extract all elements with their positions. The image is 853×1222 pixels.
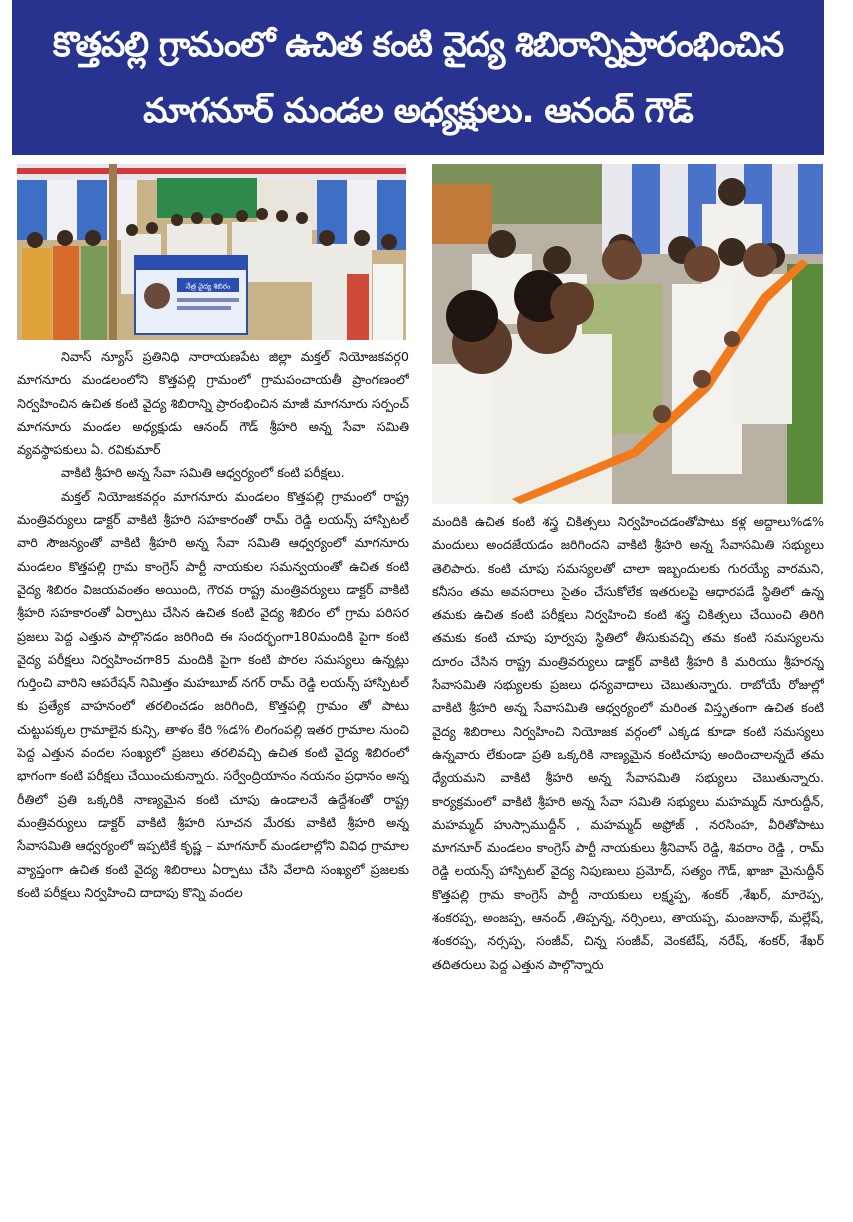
article-paragraph: మక్తల్ నియోజకవర్గం మాగనూరు మండలం కొత్తపల్లి గ్రామంలో రాష్ట్ర మంత్రివర్యులు డాక్టర్ వాకిటి శ్రీహరి సహకారంతో రామ్ రెడ్డి లయన్స్ హాస్పిటల్ వారి సౌజన్యంతో వాకిటి శ్రీహరి అన్న సేవా సమితి ఆధ్వర్యంలో మాగనూరు మండలం కొత్తపల్లి గ్రామ కాంగ్రెస్ పార్టీ నాయకుల సమన్వయంతో ఉచిత కంటి వైద్య శిబిరం విజయవంతం అయింది, గౌరవ రాష్ట్ర మంత్రివర్యులు డాక్టర్ వాకిటి శ్రీహరి సహకారంతో ఏర్పాటు చేసిన ఉచిత కంటి వైద్య శిబిరం లో గ్రామ పరిసర ప్రజలు పెద్ద ఎత్తున పాల్గొనడం జరిగింది ఈ సందర్భంగా180మందికి పైగా కంటి వైద్య పరీక్షలు నిర్వహించగా85 మందికి పైగా కంటి పొరల సమస్యలు ఉన్నట్లు గుర్తించి వారిని ఆపరేషన్ నిమిత్తం మహబూబ్ నగర్ రామ్ రెడ్డి లయన్స్ హాస్పిటల్ కు ప్రత్యేక వాహనంలో తరలించడం జరిగింది, కొత్తపల్లి గ్రామం తో పాటు చుట్టుపక్కల గ్రామాలైన కున్సి, తాళం కేరి %డ% లింగంపల్లి ఇతర గ్రామాల నుంచి పెద్ద ఎత్తున వందల సంఖ్యలో ప్రజలు తరలివచ్చి ఉచిత కంటి వైద్య శిబిరంలో భాగంగా కంటి పరీక్షలు చేయించుకున్నారు. సర్వేంద్రియానం నయనం ప్రధానం అన్న రీతిలో ప్రతి ఒక్కరికి నాణ్యమైన కంటి చూపు ఉండాలనే ఉద్దేశంతో రాష్ట్ర మంత్రివర్యులు డాక్టర్ వాకిటి శ్రీహరి సూచన మేరకు వాకిటి శ్రీహరి అన్న సేవాసమితి ఆధ్వర్యంలో ఇప్పటికే కృష్ణ – మాగనూర్ మండలాల్లోని వివిధ గ్రామాల వ్యాప్తంగా ఉచిత కంటి వైద్య శిబిరాలు ఏర్పాటు చేసి వేలాది సంఖ్యలో ప్రజలకు కంటి పరీక్షలు నిర్వహించి దాదాపు కొన్ని వందల (17, 488, 409, 900)
photo-ribbon-cutting (432, 164, 823, 504)
banner-caption: నేత్ర వైద్య శిబిరం (185, 282, 231, 291)
headline-line-2: మాగనూర్ మండల అధ్యక్షులు. ఆనంద్ గౌడ్ (143, 90, 693, 131)
article-paragraph: మందికి ఉచిత కంటి శస్త్ర చికిత్సలు నిర్వహించడంతోపాటు కళ్ల అద్దాలు%డ% మందులు అందజేయడం జరిగిందని వాకిటి శ్రీహరి అన్న సేవాసమితి సభ్యులు తెలిపారు. కంటి చూపు సమస్యలతో చాలా ఇబ్బందులకు గురయ్యే వారమని, కనీసం తమ అవసరాలు సైతం చేసుకోలేక ఇతరులపై ఆధారపడే స్థితిలో ఉన్న తమకు ఉచిత కంటి పరీక్షలు నిర్వహించి కంటి శస్త్ర చికిత్సలు చేయించి తిరిగి తమకు కంటి చూపు పూర్వపు స్థితిలో తీసుకువచ్చి తమ కంటి సమస్యలను దూరం చేసిన రాష్ట్ర మంత్రివర్యులు డాక్టర్ వాకిటి శ్రీహరి కి మరియు శ్రీహరన్న సేవాసమితి సభ్యులకు ప్రజలు ధన్యవాదాలు చెబుతున్నారు. రాబోయే రోజుల్లో వాకిటి శ్రీహరి అన్న సేవాసమితి ఆధ్వర్యంలో మరింత విస్తృతంగా ఉచిత కంటి వైద్య శిబిరాలు నిర్వహించి నియోజక వర్గంలో ఎక్కడ కూడా కంటి సమస్యలు ఉన్నవారు లేకుండా ప్రతి ఒక్కరికి నాణ్యమైన కంటిచూపు అందించాలన్నదే తమ ధ్యేయమని వాకిటి శ్రీహరి అన్న సేవాసమితి సభ్యులు చెబుతున్నారు. కార్యక్రమంలో వాకిటి శ్రీహరి అన్న సేవా సమితి సభ్యులు మహమ్మద్ నూరుద్దీన్, మహమ్మద్ హుస్సాముద్దీన్ , మహమ్మద్ అఫ్రోజ్ , నరసింహ, వీరితోపాటు మాగనూర్ మండలం కాంగ్రెస్ పార్టీ నాయకులు శ్రీనివాస్ రెడ్డి, శివరాం రెడ్డి , రామ్ రెడ్డి లయన్స్ హాస్పిటల్ వైద్య నిపుణులు ప్రమోద్, సత్యం గౌడ్, ఖాజా మైనుద్దీన్ కొత్తపల్లి గ్రామ కాంగ్రెస్ పార్టీ నాయకులు లక్ష్మప్ప, శంకర్ ,శేఖర్, మారెప్ప, శంకరప్ప, అంజప్ప, ఆనంద్ ,తిప్పన్న, నర్సింలు, తాయప్ప, మంజునాథ్, మల్లేష్, శంకరప్ప, నర్సప్ప, సంజీవ్, చిన్న సంజీవ్, వెంకటేష్, నరేష్, శంకర్, శేఖర్ తదితరులు పెద్ద ఎత్తున పాల్గొన్నారు (432, 514, 824, 972)
article-paragraph: నివాస్ న్యూస్ ప్రతినిధి నారాయణపేట జిల్లా మక్తల్ నియోజకవర్గ0 మాగనూరు మండలంలోని కొత్తపల్లి గ్రామంలో గ్రామపంచాయతీ ప్రాంగణంలో నిర్వహించిన ఉచిత కంటి వైద్య శిబిరాన్ని ప్రారంభించిన మాజీ మాగనూరు సర్పంచ్ మాగనూరు మండల అధ్యక్షుడు ఆనంద్ గౌడ్ శ్రీహరి అన్న సేవా సమితి వ్యవస్థాపకులు ఏ. రవికుమార్ (17, 349, 409, 458)
article-column-left (17, 345, 409, 1215)
headline-line-1: కొత్తపల్లి గ్రామంలో ఉచిత కంటి వైద్య శిబిరాన్నిప్రారంభించిన (52, 24, 784, 65)
photo-eye-camp-gathering (17, 164, 406, 340)
article-column-right (432, 510, 824, 1190)
article-paragraph: వాకిటి శ్రీహరి అన్న సేవా సమితి ఆధ్వర్యంలో కంటి పరీక్షలు. (61, 465, 345, 481)
headline-banner (12, 0, 824, 155)
